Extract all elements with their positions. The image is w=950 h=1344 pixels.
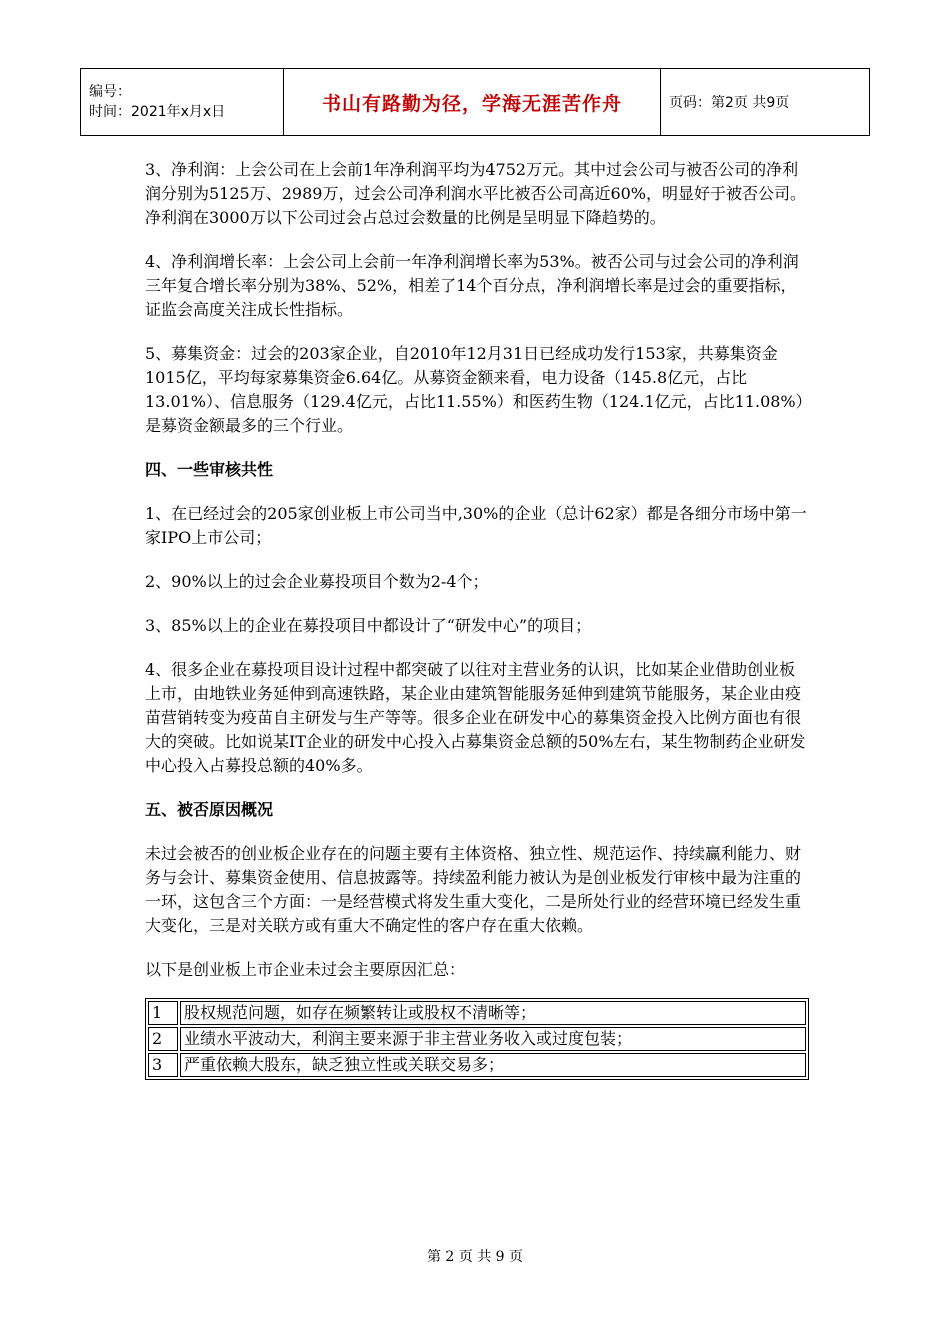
paragraph-net-profit: 3、净利润：上会公司在上会前1年净利润平均为4752万元。其中过会公司与被否公司的净利润分别为5125万、2989万，过会公司净利润水平比被否公司高近60%，明显好于被否公司。净利润在3000万以下公司过会占总过会数量的比例是呈明显下降趋势的。	[145, 160, 807, 227]
paragraph-trait-4: 4、很多企业在募投项目设计过程中都突破了以往对主营业务的认识，比如某企业借助创业板上市，由地铁业务延伸到高速铁路，某企业由建筑智能服务延伸到建筑节能服务，某企业由疫苗营销转变为疫苗自主研发与生产等等。很多企业在研发中心的募集资金投入比例方面也有很大的突破。比如说某IT企业的研发中心投入占募集资金总额的50%左右，某生物制药企业研发中心投入占募投总额的40%多。	[145, 660, 806, 775]
section-heading-common-traits: 四、一些审核共性	[145, 460, 274, 479]
table-row	[148, 1027, 806, 1051]
reason-text: 严重依赖大股东，缺乏独立性或关联交易多；	[180, 1053, 806, 1077]
number-label: 编号：	[89, 84, 131, 100]
paragraph-trait-1: 1、在已经过会的205家创业板上市公司当中,30%的企业（总计62家）都是各细分市场中第一家IPO上市公司；	[145, 504, 807, 547]
paragraph-trait-2: 2、90%以上的过会企业募投项目个数为2-4个；	[145, 572, 489, 591]
paragraph-trait-3: 3、85%以上的企业在募投项目中都设计了“研发中心”的项目；	[145, 616, 592, 635]
section-heading-rejection-reasons: 五、被否原因概况	[145, 800, 274, 819]
paragraph-fundraising: 5、募集资金：过会的203家企业，自2010年12月31日已经成功发行153家，共募集资金1015亿，平均每家募集资金6.64亿。从募资金额来看，电力设备（145.8亿元，占比13.01%）、信息服务（129.4亿元，占比11.55%）和医药生物（124.1亿元，占比11.08%）是募资金额最多的三个行业。	[145, 344, 804, 435]
reason-number: 2	[148, 1027, 178, 1051]
reason-text: 业绩水平波动大，利润主要来源于非主营业务收入或过度包装；	[180, 1027, 806, 1051]
reason-number: 1	[148, 1001, 178, 1025]
time-label: 时间：2021年x月x日	[89, 104, 226, 120]
paragraph-table-intro: 以下是创业板上市企业未过会主要原因汇总：	[145, 960, 466, 979]
reason-number: 3	[148, 1053, 178, 1077]
table-row	[148, 1053, 806, 1077]
header-page-info: 页码：第2页 共9页	[661, 69, 870, 136]
page-footer: 第 2 页 共 9 页	[426, 1249, 524, 1265]
rejection-reasons-table	[145, 998, 809, 1080]
header-meta	[81, 69, 284, 136]
paragraph-rejection-overview: 未过会被否的创业板企业存在的问题主要有主体资格、独立性、规范运作、持续赢利能力、财务与会计、募集资金使用、信息披露等。持续盈利能力被认为是创业板发行审核中最为注重的一环，这包含三个方面：一是经营模式将发生重大变化，二是所处行业的经营环境已经发生重大变化，三是对关联方或有重大不确定性的客户存在重大依赖。	[145, 844, 802, 935]
header-motto: 书山有路勤为径，学海无涯苦作舟	[284, 69, 661, 136]
paragraph-profit-growth: 4、净利润增长率：上会公司上会前一年净利润增长率为53%。被否公司与过会公司的净利润三年复合增长率分别为38%、52%，相差了14个百分点，净利润增长率是过会的重要指标，证监会高度关注成长性指标。	[145, 252, 799, 319]
reason-text: 股权规范问题，如存在频繁转让或股权不清晰等；	[180, 1001, 806, 1025]
document-body	[145, 158, 809, 1080]
page-header	[80, 68, 870, 136]
table-row	[148, 1001, 806, 1025]
